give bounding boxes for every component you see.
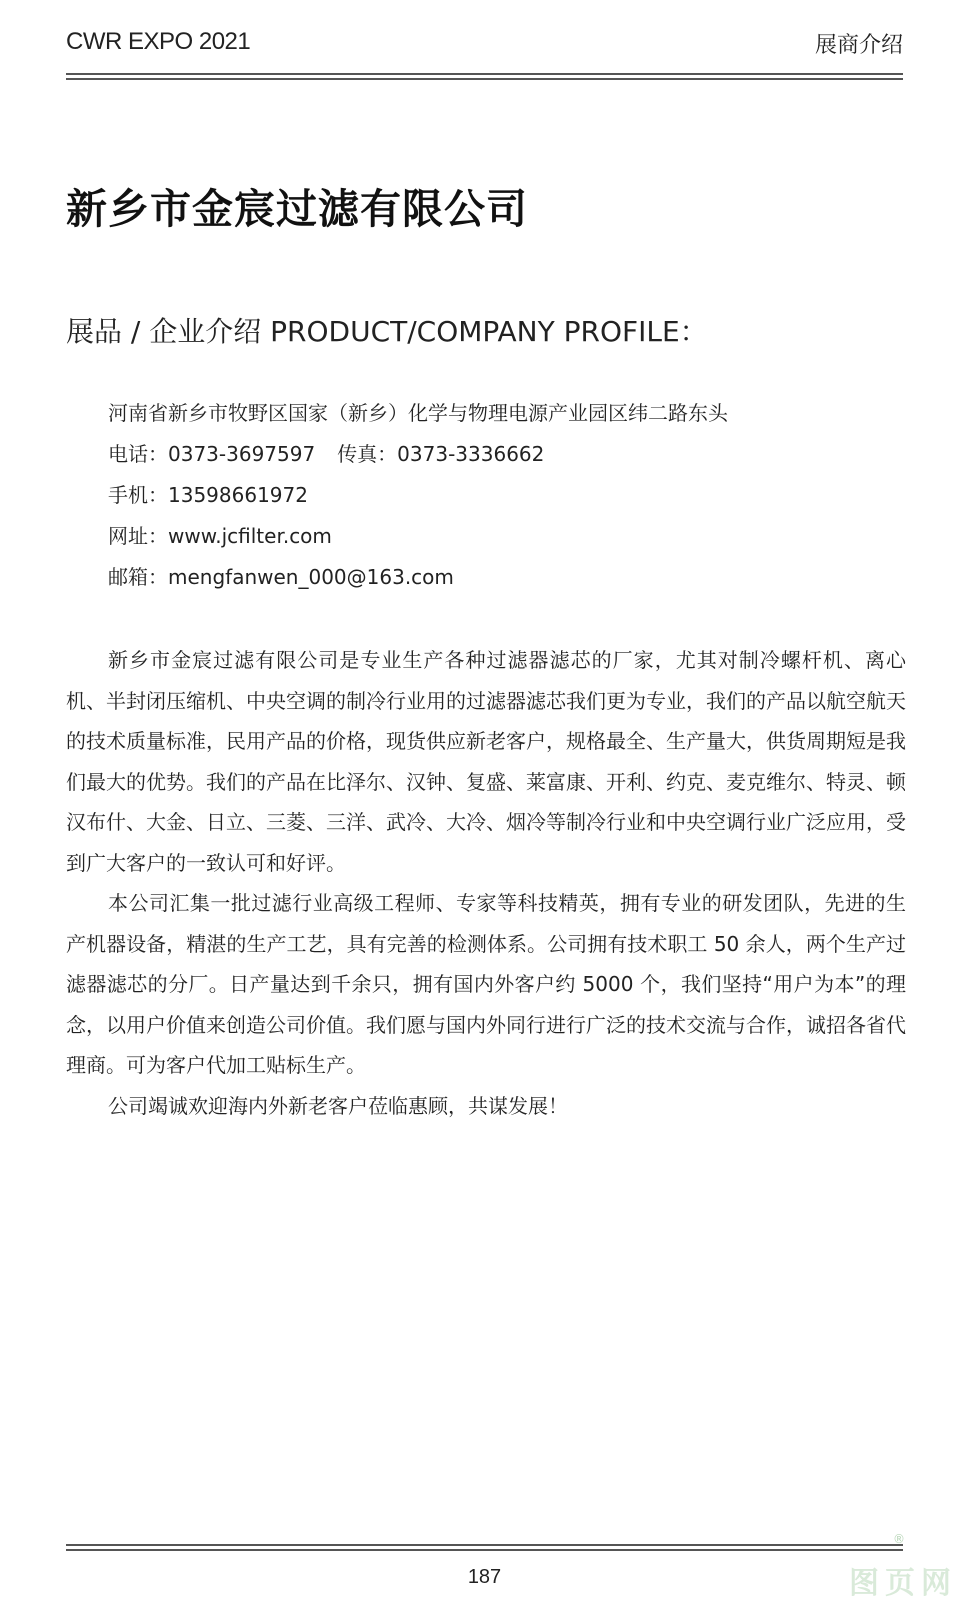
description-paragraph: 公司竭诚欢迎海内外新老客户莅临惠顾，共谋发展！: [108, 1093, 568, 1118]
mobile-line: 手机：13598661972: [108, 483, 308, 507]
expo-name: CWR EXPO 2021: [66, 28, 251, 55]
section-label: 展商介绍: [814, 33, 903, 58]
registered-mark: ®: [893, 1532, 905, 1546]
footer-divider: [66, 1544, 903, 1551]
fax-text: 传真：0373-3336662: [337, 442, 545, 466]
website-line: 网址：www.jcfilter.com: [108, 524, 332, 548]
profile-heading: 展品 / 企业介绍 PRODUCT/COMPANY PROFILE：: [66, 315, 708, 348]
email-line: 邮箱：mengfanwen_000@163.com: [108, 565, 454, 589]
company-description: [66, 640, 906, 1126]
phone-text: 电话：0373-3697597: [108, 442, 316, 466]
description-paragraph: 新乡市金宸过滤有限公司是专业生产各种过滤器滤芯的厂家，尤其对制冷螺杆机、离心机、半封闭压缩机、中央空调的制冷行业用的过滤器滤芯我们更为专业，我们的产品以航空航天的技术质量标准，民用产品的价格，现货供应新老客户，规格最全、生产量大，供货周期短是我们最大的优势。我们的产品在比泽尔、汉钟、复盛、莱富康、开利、约克、麦克维尔、特灵、顿汉布什、大金、日立、三菱、三洋、武冷、大冷、烟冷等制冷行业和中央空调行业广泛应用，受到广大客户的一致认可和好评。: [66, 648, 906, 875]
page-number: 187: [467, 1566, 502, 1588]
watermark-logo: 图页网: [849, 1566, 957, 1601]
description-paragraph: 本公司汇集一批过滤行业高级工程师、专家等科技精英，拥有专业的研发团队，先进的生产机器设备，精湛的生产工艺，具有完善的检测体系。公司拥有技术职工 50 余人，两个生产过滤器滤芯的分厂。日产量达到千余只，拥有国内外客户约 5000 个，我们坚持“用户为本”的理念，以用户价值来创造公司价值。我们愿与国内外同行进行广泛的技术交流与合作，诚招各省代理商。可为客户代加工贴标生产。: [66, 891, 906, 1077]
company-name: 新乡市金宸过滤有限公司: [66, 185, 528, 233]
address-line: 河南省新乡市牧野区国家（新乡）化学与物理电源产业园区纬二路东头: [108, 401, 728, 425]
header-divider: [66, 73, 903, 80]
contact-block: [108, 400, 728, 605]
phone-fax-line: [108, 441, 728, 482]
